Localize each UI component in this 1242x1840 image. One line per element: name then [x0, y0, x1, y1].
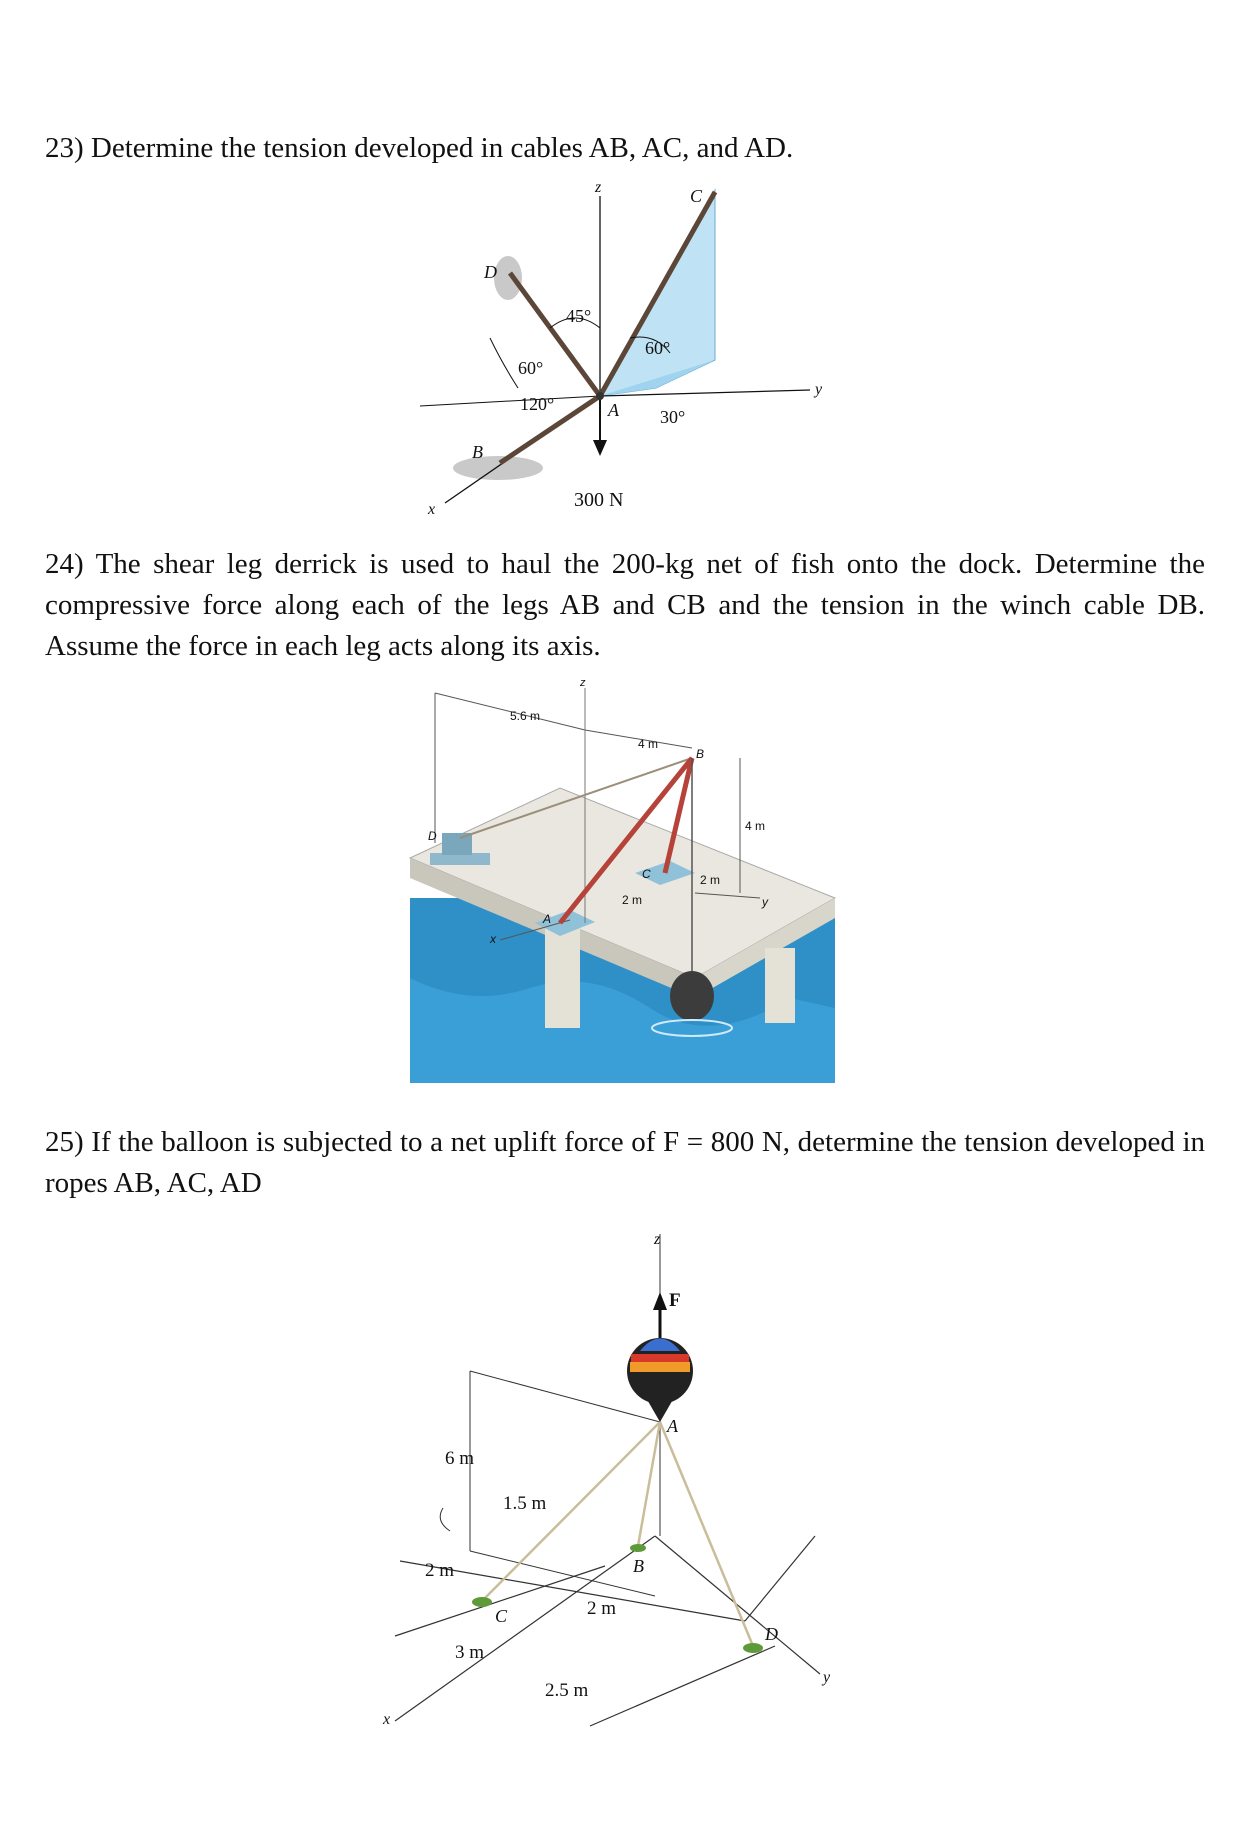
label-f: F — [669, 1290, 681, 1311]
load-arrowhead — [593, 440, 607, 456]
ground-line-2 — [745, 1536, 815, 1621]
label-a: A — [608, 400, 619, 420]
angle-30: 30° — [660, 407, 686, 427]
problem-23 — [45, 128, 1205, 169]
dim-3m: 3 m — [455, 1642, 485, 1663]
angle-120: 120° — [520, 394, 555, 414]
problem-25 — [45, 1122, 1205, 1204]
arc-60-left — [490, 338, 518, 388]
dim-2m-back: 2 m — [700, 873, 721, 887]
y-axis — [655, 1536, 820, 1674]
label-d: D — [484, 262, 497, 282]
balloon-panel-blue — [640, 1339, 680, 1352]
angle-60-left: 60° — [518, 358, 544, 378]
dim-2m-left: 2 m — [425, 1560, 455, 1581]
dim-5-6m: 5.6 m — [510, 709, 541, 723]
dim-curl — [440, 1508, 450, 1531]
dim-2-5m: 2.5 m — [545, 1680, 589, 1701]
load-label: 300 N — [574, 489, 624, 511]
label-x: x — [490, 932, 496, 946]
wall-mount-d — [494, 256, 522, 300]
anchor-d — [743, 1643, 763, 1653]
dock-post-right — [765, 948, 795, 1023]
problem-text: Determine the tension developed in cables AB, AC, and AD. — [90, 132, 794, 164]
horizontal-ref — [420, 396, 600, 406]
fish-net — [670, 971, 714, 1021]
figure-25-balloon — [383, 1226, 865, 1746]
label-c: C — [690, 186, 703, 206]
problem-text: The shear leg derrick is used to haul the 200-kg net of fish onto the dock. Determine the compressive force along each of the legs AB and CB and the tension in the winch cable DB. Assume the force in each leg acts along its axis. — [45, 548, 1205, 662]
label-x: x — [383, 1711, 391, 1728]
label-b: B — [696, 747, 705, 761]
anchor-b — [630, 1544, 646, 1552]
figure-24-derrick — [410, 678, 870, 1098]
force-arrowhead — [653, 1292, 667, 1310]
ground-mount-b — [453, 456, 543, 480]
problem-number: 24) — [45, 548, 84, 580]
label-b: B — [472, 442, 483, 462]
label-a: A — [667, 1416, 678, 1436]
label-y: y — [823, 1669, 831, 1686]
label-c: C — [495, 1606, 508, 1626]
problem-number: 25) — [45, 1126, 84, 1158]
dim-2m-front: 2 m — [622, 893, 643, 907]
point-a-dot — [596, 392, 604, 400]
problem-24 — [45, 544, 1205, 667]
anchor-c — [472, 1597, 492, 1607]
label-x: x — [428, 501, 436, 518]
label-d: D — [428, 829, 437, 843]
problem-number: 23) — [45, 132, 84, 164]
label-a: A — [543, 912, 552, 926]
label-z: z — [580, 677, 586, 689]
label-d: D — [765, 1624, 778, 1644]
problem-text: If the balloon is subjected to a net uplift force of F = 800 N, determine the tension developed in ropes AB, AC, AD — [45, 1126, 1206, 1199]
rope-ad — [660, 1422, 753, 1646]
figure-23-cables — [390, 178, 850, 518]
balloon-band-orange — [630, 1362, 690, 1372]
angle-60-right: 60° — [645, 338, 671, 358]
label-c: C — [642, 867, 651, 881]
dim-2m-mid: 2 m — [587, 1598, 617, 1619]
balloon-band-red — [631, 1354, 689, 1362]
label-y: y — [762, 895, 768, 909]
dim-4m-right: 4 m — [745, 819, 766, 833]
label-z: z — [654, 1231, 661, 1248]
ground-line-4 — [590, 1646, 775, 1726]
label-b: B — [633, 1556, 644, 1576]
dim-6m: 6 m — [445, 1448, 475, 1469]
label-y: y — [815, 381, 823, 398]
dim-1-5m: 1.5 m — [503, 1493, 547, 1514]
dim-4m-top: 4 m — [638, 737, 659, 751]
angle-45: 45° — [566, 306, 592, 326]
label-z: z — [595, 179, 602, 196]
